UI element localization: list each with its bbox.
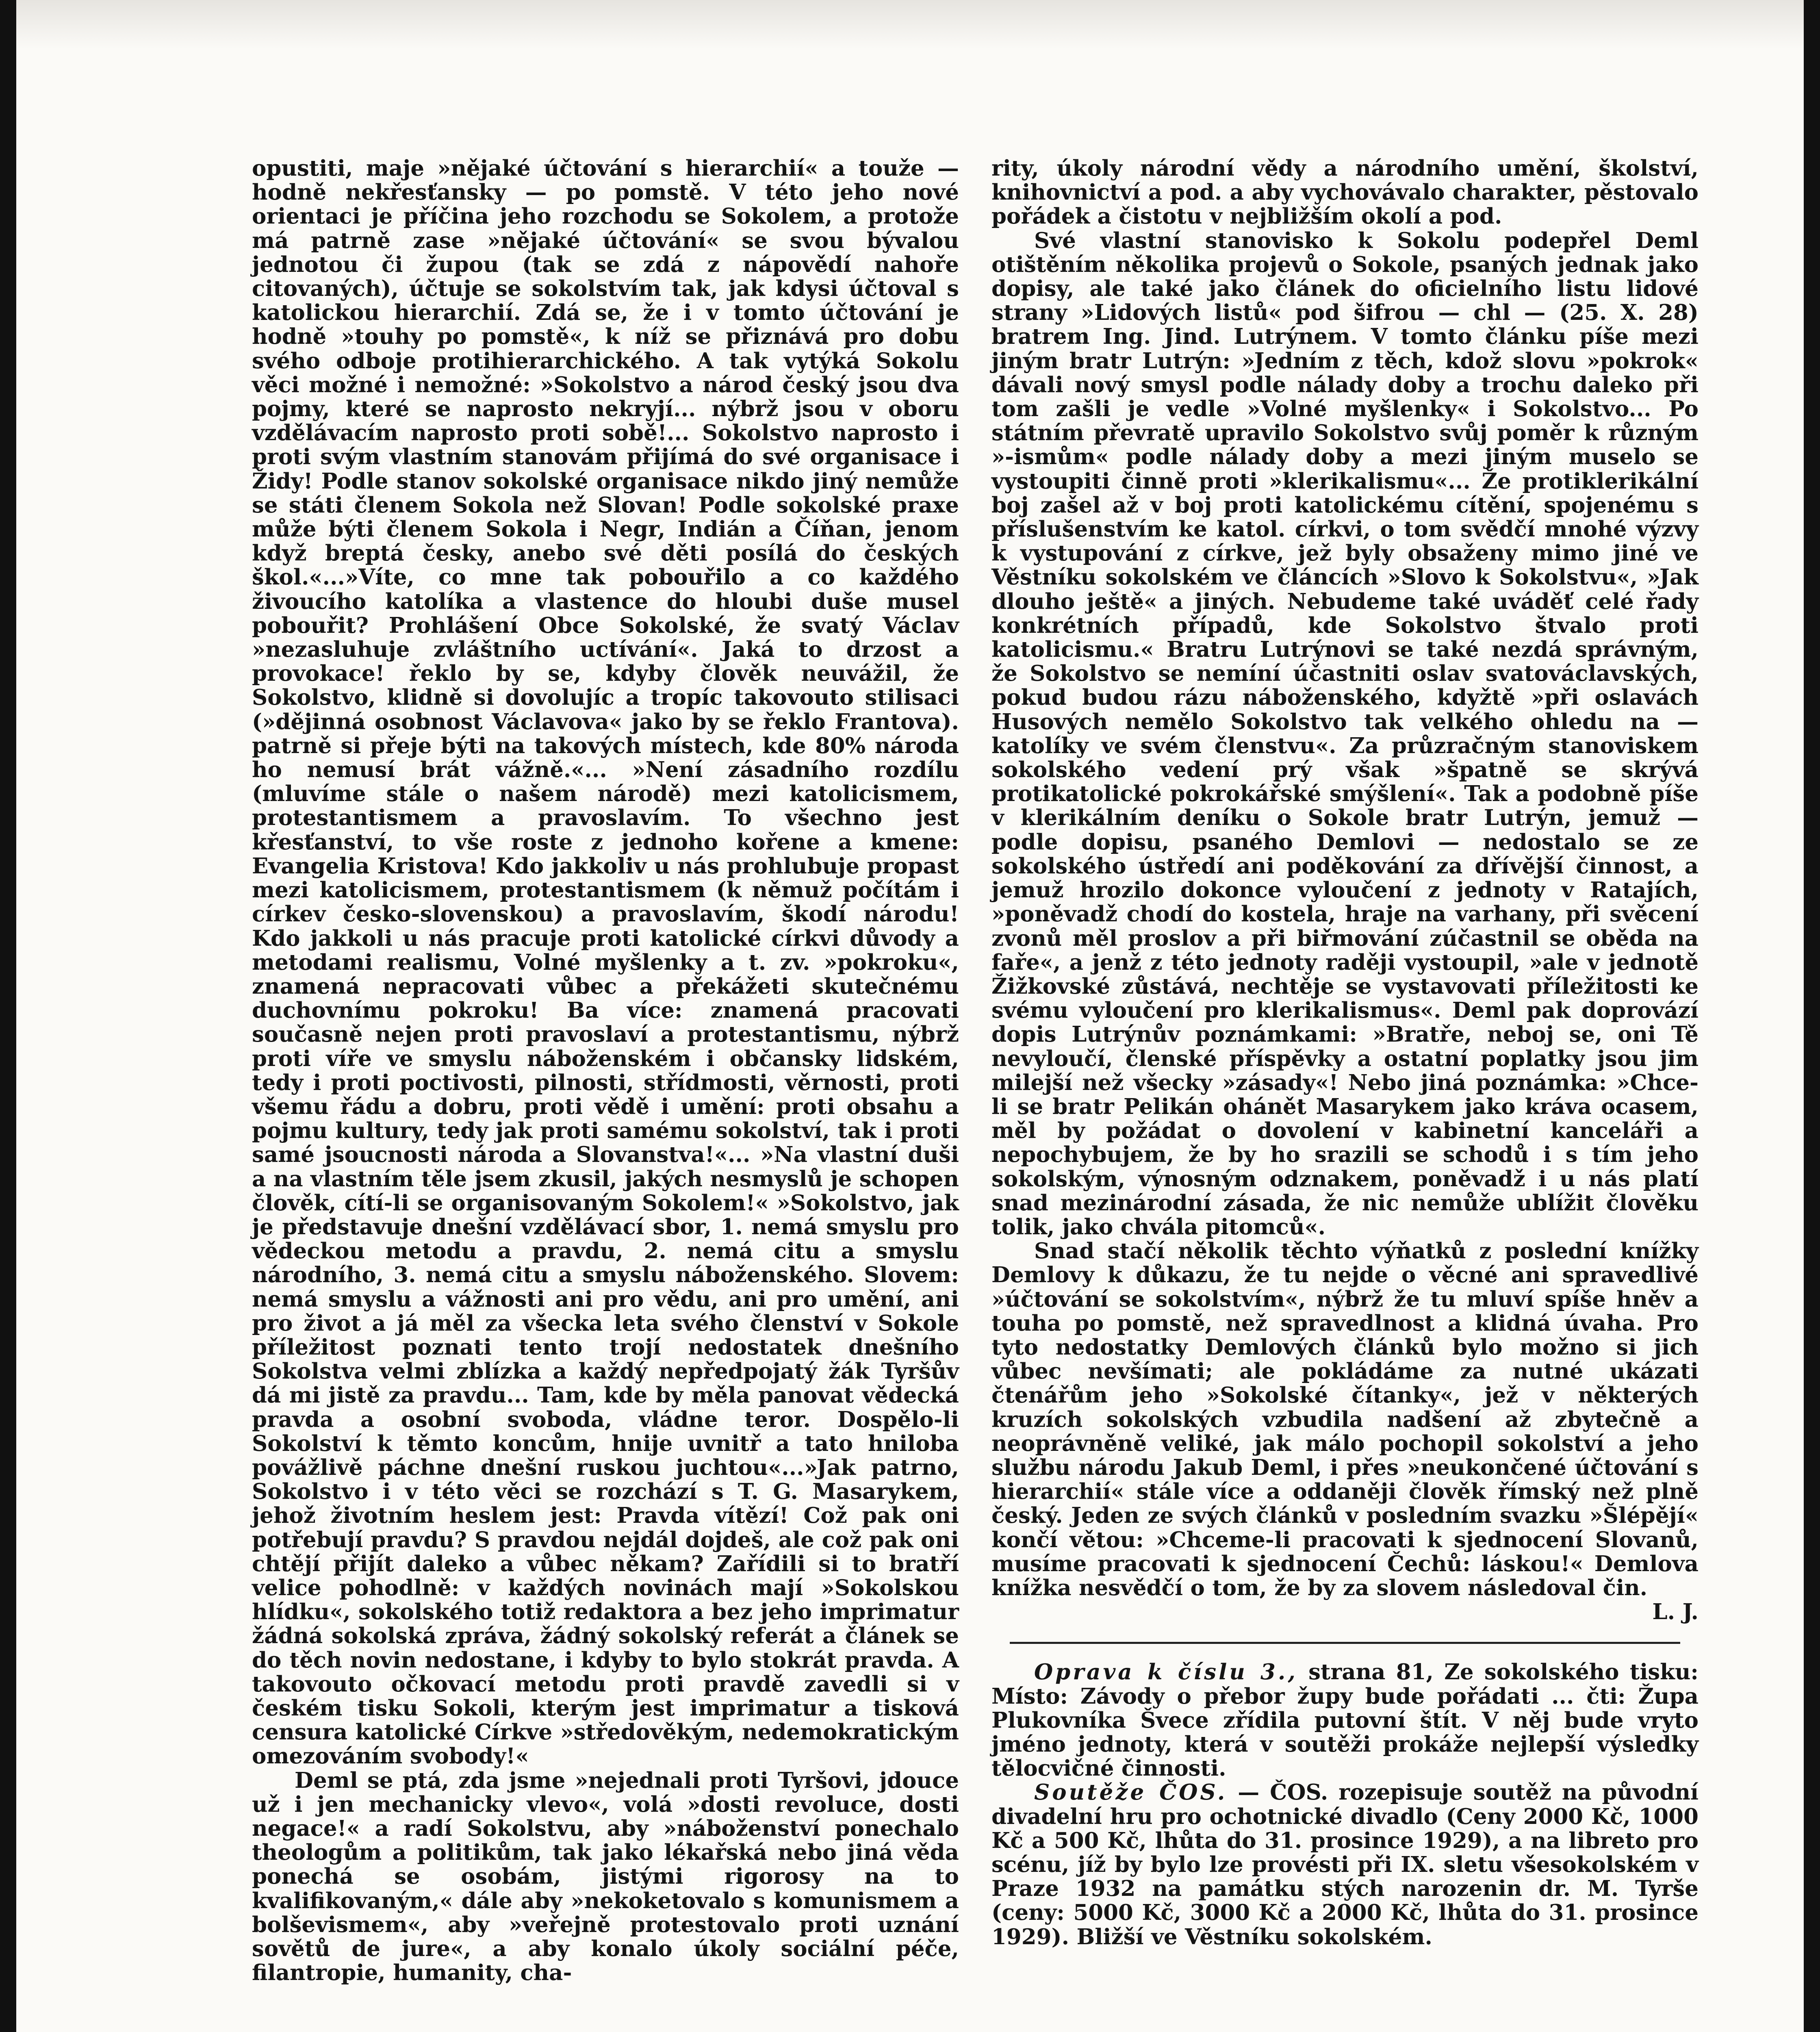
author-signature: L. J. <box>1652 1599 1699 1625</box>
article-paragraph: Své vlastní stanovisko k Sokolu podepřel Deml otištěním několika projevů o Sokole, psaných jednak jako dopisy, ale také jako článek do oficielního listu lidové strany »Lidových listů« pod šifrou — chl — (25. X. 28) bratrem Ing. Jind. Lutrýnem. V tomto článku píše mezi jiným bratr Lutrýn: »Jedním z těch, kdož slovu »pokrok« dávali nový smysl podle nálady doby a trochu daleko při tom zašli je vedle »Volné myšlenky« i Sokolstvo... Po státním převratě upravilo Sokolstvo svůj poměr k různým »-ismům« podle nálady doby a mezi jiným muselo se vystoupiti činně proti »klerikalismu«... Že protiklerikální boj zašel až v boj proti katolickému cítění, spojenému s příslušenstvím ke katol. církvi, o tom svědčí mnohé výzvy k vystupování z církve, jež byly obsaženy mimo jiné ve Věstníku sokolském ve článcích »Slovo k Sokolstvu«, »Jak dlouho ještě« a jiných. Nebudeme také uváděť celé řady konkrétních případů, kde Sokolstvo štvalo proti katolicismu.« Bratru Lutrýnovi se také nezdá správným, že Sokolstvo se nemíní účastniti oslav svatováclavských, pokud budou rázu náboženského, kdyžtě »při oslavách Husových nemělo Sokolstvo tak velkého ohledu na — katolíky ve svém členstvu«. Za průzračným stanoviskem sokolského vedení prý však »špatně se skrývá protikatolické pokrokářské smýšlení«. Tak a podobně píše v klerikálním deníku o Sokole bratr Lutrýn, jemuž — podle dopisu, psaného Demlovi — nedostalo se ze sokolského ústředí ani poděkování za dřívější činnost, a jemuž hrozilo dokonce vyloučení z jednoty v Ratajích, »poněvadž chodí do kostela, hraje na varhany, při svěcení zvonů měl proslov a při biřmování zúčastnil se oběda na faře«, a jenž z této jednoty raději vystoupil, »ale v jednotě Žižkovské zůstává, nechtěje se vystavovati příležitosti ke svému vyloučení pro klerikalismus«. Deml pak doprovází dopis Lutrýnův poznámkami: »Bratře, neboj se, oni Tě nevyloučí, členské příspěvky a ostatní poplatky jsou jim milejší než všecky »zásady«! Nebo jiná poznámka: »Chce-li se bratr Pelikán ohánět Masarykem jako kráva ocasem, měl by požádat o dovolení v kabinetní kanceláři a nepochybujem, že by ho srazili se schodů i s tím jeho sokolským, výnosným odznakem, poněvadž i u nás platí snad mezinárodní zásada, že nic nemůže ublížit člověku tolik, jako chvála pitomců«. <box>991 228 1699 1240</box>
correction-note <box>991 1660 1699 1780</box>
note-text: — ČOS. rozepisuje soutěž na původní divadelní hru pro ochotnické divadlo (Ceny 2000 Kč, 1000 Kč a 500 Kč, lhůta do 31. prosince 1929), a na libreto pro scénu, jíž by bylo lze provésti při IX. sletu všesokolském v Praze 1932 na památku stých narozenin dr. M. Tyrše (ceny: 5000 Kč, 3000 Kč a 2000 Kč, lhůta do 31. prosince 1929). Bližší ve Věstníku sokolském. <box>991 1780 1699 1950</box>
note-heading: Soutěže ČOS. <box>1034 1780 1228 1805</box>
article-paragraph: Deml se ptá, zda jsme »nejednali proti Tyršovi, jdouce už i jen mechanicky vlevo«, volá »dosti revoluce, dosti negace!« a radí Sokolstvu, aby »náboženství ponechalo theologům a politikům, tak jako lékařská nebo jiná věda ponechá se osobám, jistými rigorosy na to kvalifikovaným,« dále aby »nekoketovalo s komunismem a bolševismem«, aby »veřejně protestovalo proti uznání sovětů de jure«, a aby konalo úkoly sociální péče, filantropie, humanity, cha- <box>252 1767 959 1986</box>
section-divider <box>1010 1642 1680 1644</box>
scan-border-right <box>1804 0 1820 2032</box>
article-paragraph: Snad stačí několik těchto výňatků z poslední knížky Demlovy k důkazu, že tu nejde o věcné ani spravedlivé »účtování se sokolstvím«, nýbrž že tu mluví spíše hněv a touha po pomstě, než spravedlnost a klidná úvaha. Pro tyto nedostatky Demlových článků bylo možno si jich vůbec nevšímati; ale pokládáme za nutné ukázati čtenářům jeho »Sokolské čítanky«, jež v některých kruzích sokolských vzbudila nadšení až zbytečně a neoprávněně veliké, jak málo pochopil sokolství a jeho službu národu Jakub Deml, i přes »neukončené účtování s hierarchií« stále více a oddaněji člověk římský než plně český. Jeden ze svých článků v posledním svazku »Šlépějí« končí větou: »Chceme-li pracovati k sjednocení Slovanů, musíme pracovati k sjednocení Čechů: láskou!« Demlova knížka nesvědčí o tom, že by za slovem následoval čin. <box>991 1238 1699 1600</box>
competition-note <box>991 1780 1699 1949</box>
note-text: strana 81, Ze sokolského tisku: Místo: Závody o přebor župy bude pořádati ... čti: Župa Plukovníka Švece zřídila putovní štít. V něj bude vryto jméno jednoty, která v soutěži prokáže nejlepší výsledky tělocvičné činnosti. <box>991 1659 1699 1781</box>
left-column <box>252 156 959 1985</box>
article-paragraph: rity, úkoly národní vědy a národního umění, školství, knihovnictví a pod. a aby vychovávalo charakter, pěstovalo pořádek a čistotu v nejbližším okolí a pod. <box>991 156 1699 229</box>
article-paragraph: opustiti, maje »nějaké účtování s hierarchií« a touže — hodně nekřesťansky — po pomstě. V této jeho nové orientaci je příčina jeho rozchodu se Sokolem, a protože má patrně zase »nějaké účtování« se svou bývalou jednotou či župou (tak se zdá z nápovědí nahoře citovaných), účtuje se sokolstvím tak, jak kdysi účtoval s katolickou hierarchií. Zdá se, že i v tomto účtování je hodně »touhy po pomstě«, k níž se přiznává pro dobu svého odboje protihierarchického. A tak vytýká Sokolu věci možné i nemožné: »Sokolstvo a národ český jsou dva pojmy, které se naprosto nekryjí... nýbrž jsou v oboru vzdělávacím naprosto proti sobě!... Sokolstvo naprosto i proti svým vlastním stanovám přijímá do své organisace i Židy! Podle stanov sokolské organisace nikdo jiný nemůže se státi členem Sokola než Slovan! Podle sokolské praxe může býti členem Sokola i Negr, Indián a Číňan, jenom když breptá česky, anebo své děti posílá do českých škol.«...»Víte, co mne tak pobouřilo a co každého živoucího katolíka a vlastence do hloubi duše musel pobouřit? Prohlášení Obce Sokolské, že svatý Václav »nezasluhuje zvláštního uctívání«. Jaká to drzost a provokace! řeklo by se, kdyby člověk neuvážil, že Sokolstvo, klidně si dovolujíc a tropíc takovouto stilisaci (»dějinná osobnost Václavova« jako by se řeklo Frantova). patrně si přeje býti na takových místech, kde 80% národa ho nemusí brát vážně.«... »Není zásadního rozdílu (mluvíme stále o našem národě) mezi katolicismem, protestantismem a pravoslavím. To všechno jest křesťanství, to vše roste z jednoho kořene a kmene: Evangelia Kristova! Kdo jakkoliv u nás prohlubuje propast mezi katolicismem, protestantismem (k němuž počítám i církev česko-slovenskou) a pravoslavím, škodí národu! Kdo jakkoli u nás pracuje proti katolické církvi důvody a metodami realismu, Volné myšlenky a t. zv. »pokroku«, znamená nepracovati vůbec a překážeti skutečnému duchovnímu pokroku! Ba více: znamená pracovati současně nejen proti pravoslaví a protestantismu, nýbrž proti víře ve smyslu náboženském i občansky lidském, tedy i proti poctivosti, pilnosti, střídmosti, věrnosti, proti všemu řádu a dobru, proti vědě i umění: proti obsahu a pojmu kultury, tedy jak proti samému sokolství, tak i proti samé jsoucnosti národa a Slovanstva!«... »Na vlastní duši a na vlastním těle jsem zkusil, jakých nesmyslů je schopen člověk, cítí-li se organisovaným Sokolem!« »Sokolstvo, jak je představuje dnešní vzdělávací sbor, 1. nemá smyslu pro vědeckou metodu a pravdu, 2. nemá citu a smyslu národního, 3. nemá citu a smyslu náboženského. Slovem: nemá smyslu a vážnosti ani pro vědu, ani pro umění, ani pro život a já měl za všecka leta svého členství v Sokole příležitost poznati tento trojí nedostatek dnešního Sokolstva velmi zblízka a každý nepředpojatý žák Tyršův dá mi jistě za pravdu... Tam, kde by měla panovat vědecká pravda a osobní svoboda, vládne teror. Dospělo-li Sokolství k těmto koncům, hnije uvnitř a tato hniloba povážlivě páchne dnešní ruskou juchtou«...»Jak patrno, Sokolstvo i v této věci se rozchází s T. G. Masarykem, jehož životním heslem jest: Pravda vítězí! Což pak oni potřebují pravdu? S pravdou nejdál dojdeš, ale což pak oni chtějí přijít daleko a vůbec někam? Zařídili si to bratří velice pohodlně: v každých novinách mají »Sokolskou hlídku«, sokolského totiž redaktora a bez jeho imprimatur žádná sokolská zpráva, žádný sokolský referát a článek se do těch novin nedostane, i kdyby to bylo stokrát pravda. A takovouto očkovací metodu proti pravdě zavedli si v českém tisku Sokoli, kterým jest imprimatur a tisková censura katolické Církve »středověkým, nedemokratickým omezováním svobody!« <box>252 156 959 1769</box>
right-column <box>991 156 1699 1949</box>
scan-shadow-top <box>0 0 1820 49</box>
scan-border-left <box>0 0 16 2032</box>
note-heading: Oprava k číslu 3., <box>1034 1659 1298 1685</box>
